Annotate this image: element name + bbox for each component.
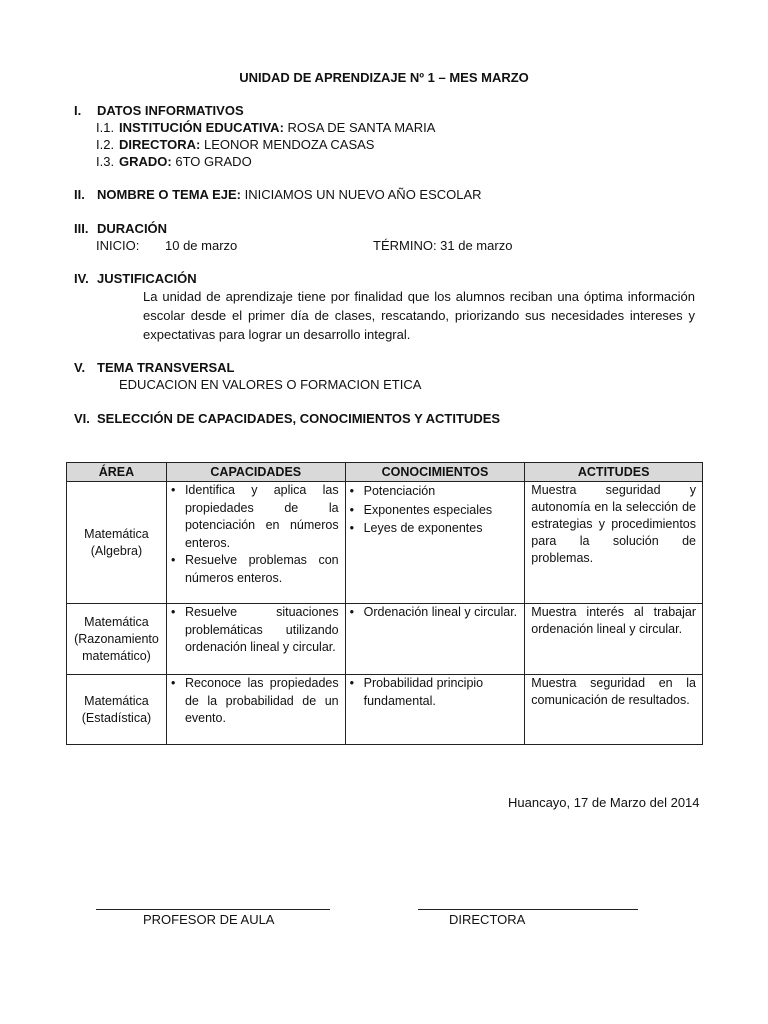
actitudes-cell: Muestra interés al trabajar ordenación lineal y circular. — [525, 604, 703, 675]
capacidades-cell — [166, 675, 345, 745]
section-1-heading — [74, 103, 244, 118]
conocimiento-item: • Leyes de exponentes — [364, 519, 519, 538]
area-line: Matemática — [84, 693, 149, 708]
capacidades-cell — [166, 482, 345, 604]
table-row — [67, 675, 703, 745]
info-label: GRADO: — [119, 154, 172, 169]
section-4-number: IV. — [74, 271, 89, 286]
justification-paragraph: La unidad de aprendizaje tiene por finalidad que los alumnos reciban una óptima información escolar desde el primer día de clases, rescatando, priorizando sus necesidades intereses y expectativas para lograr un desarrollo integral. — [143, 289, 695, 342]
section-5-heading — [74, 360, 234, 375]
capacidad-item: • Resuelve problemas con números enteros. — [185, 552, 339, 587]
conocimiento-item: • Exponentes especiales — [364, 501, 519, 520]
area-cell — [67, 604, 167, 675]
info-number: I.2. — [96, 137, 115, 152]
inicio-value: 10 de marzo — [165, 238, 238, 253]
info-label: DIRECTORA: — [119, 137, 201, 152]
section-5-title: TEMA TRANSVERSAL — [97, 360, 235, 375]
place-date: Huancayo, 17 de Marzo del 2014 — [508, 795, 700, 810]
section-2-heading — [74, 187, 482, 202]
signature-line-profesor — [96, 909, 330, 910]
inicio-label: INICIO: — [96, 238, 140, 253]
section-3-heading — [74, 221, 167, 236]
section-1-title: DATOS INFORMATIVOS — [97, 103, 244, 118]
section-2-number: II. — [74, 187, 85, 202]
conocimientos-cell — [345, 482, 525, 604]
area-line: Matemática — [84, 614, 149, 629]
info-row-institucion — [96, 120, 435, 135]
header-conocimientos: CONOCIMIENTOS — [345, 463, 525, 482]
info-row-directora — [96, 137, 374, 152]
section-1-number: I. — [74, 103, 82, 118]
area-line: (Razonamiento — [74, 631, 159, 646]
info-number: I.3. — [96, 154, 115, 169]
capacidades-table — [66, 462, 703, 745]
table-row — [67, 604, 703, 675]
section-6-heading — [74, 411, 500, 426]
header-actitudes: ACTITUDES — [525, 463, 703, 482]
area-cell — [67, 482, 167, 604]
conocimiento-item: • Probabilidad principio fundamental. — [364, 675, 519, 710]
section-4-title: JUSTIFICACIÓN — [97, 271, 197, 286]
info-value: 6TO GRADO — [175, 154, 252, 169]
header-capacidades: CAPACIDADES — [166, 463, 345, 482]
info-value: LEONOR MENDOZA CASAS — [204, 137, 375, 152]
section-3-number: III. — [74, 221, 89, 236]
section-4-heading — [74, 271, 197, 286]
termino-text: TÉRMINO: 31 de marzo — [373, 238, 513, 253]
document-title: UNIDAD DE APRENDIZAJE Nº 1 – MES MARZO — [239, 70, 529, 85]
conocimiento-item: • Ordenación lineal y circular. — [364, 604, 519, 622]
capacidad-item: • Resuelve situaciones problemáticas utilizando ordenación lineal y circular. — [185, 604, 339, 657]
table-header-row — [67, 463, 703, 482]
header-area: ÁREA — [67, 463, 167, 482]
area-cell — [67, 675, 167, 745]
section-2-title: NOMBRE O TEMA EJE: — [97, 187, 241, 202]
section-2-value: INICIAMOS UN NUEVO AÑO ESCOLAR — [244, 187, 482, 202]
section-5-number: V. — [74, 360, 86, 375]
actitudes-cell: Muestra seguridad y autonomía en la selección de estrategias y procedimientos para la solución de problemas. — [525, 482, 703, 604]
capacidad-item: • Reconoce las propiedades de la probabilidad de un evento. — [185, 675, 339, 728]
info-number: I.1. — [96, 120, 115, 135]
signature-label-directora: DIRECTORA — [449, 912, 526, 927]
conocimiento-item: • Potenciación — [364, 482, 519, 501]
capacidades-cell — [166, 604, 345, 675]
actitudes-cell: Muestra seguridad en la comunicación de resultados. — [525, 675, 703, 745]
area-line: Matemática — [84, 526, 149, 541]
table-row — [67, 482, 703, 604]
signature-line-directora — [418, 909, 638, 910]
conocimientos-cell — [345, 675, 525, 745]
area-line: (Algebra) — [90, 543, 143, 558]
signature-label-profesor: PROFESOR DE AULA — [143, 912, 275, 927]
section-6-number: VI. — [74, 411, 90, 426]
info-label: INSTITUCIÓN EDUCATIVA: — [119, 120, 284, 135]
area-line: (Estadística) — [81, 710, 152, 725]
area-line: matemático) — [82, 648, 151, 663]
info-row-grado — [96, 154, 252, 169]
capacidad-item: • Identifica y aplica las propiedades de la potenciación en números enteros. — [185, 482, 339, 552]
conocimientos-cell — [345, 604, 525, 675]
section-3-title: DURACIÓN — [97, 221, 168, 236]
info-value: ROSA DE SANTA MARIA — [287, 120, 436, 135]
section-6-title: SELECCIÓN DE CAPACIDADES, CONOCIMIENTOS Y ACTITUDES — [97, 411, 501, 426]
transversal-value: EDUCACION EN VALORES O FORMACION ETICA — [119, 377, 422, 392]
